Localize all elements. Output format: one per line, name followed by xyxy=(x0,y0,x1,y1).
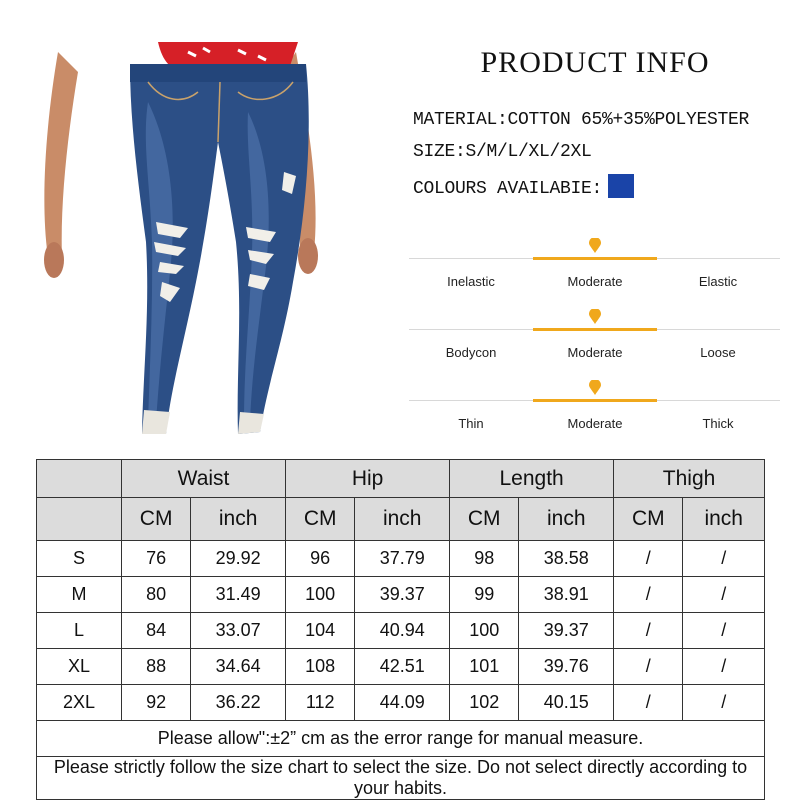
product-info-title: PRODUCT INFO xyxy=(480,46,710,79)
table-cell: 104 xyxy=(286,613,355,649)
table-cell: 39.37 xyxy=(355,577,450,613)
size-chart-table xyxy=(36,459,765,800)
table-cell: 99 xyxy=(450,577,519,613)
column-group-thigh: Thigh xyxy=(614,460,765,498)
marker-pin-icon xyxy=(589,309,601,325)
size-cell: L xyxy=(37,613,122,649)
table-row xyxy=(37,541,765,577)
size-cell: S xyxy=(37,541,122,577)
table-cell: 39.37 xyxy=(519,613,614,649)
unit-header: inch xyxy=(683,498,765,541)
unit-header: inch xyxy=(519,498,614,541)
table-cell: 84 xyxy=(122,613,191,649)
scale-selected-segment xyxy=(533,257,657,260)
scale-label-middle: Moderate xyxy=(567,416,623,431)
scale-label-right: Elastic xyxy=(698,274,738,289)
marker-pin-icon xyxy=(589,238,601,254)
scale-label-middle: Moderate xyxy=(567,274,623,289)
table-cell: 100 xyxy=(450,613,519,649)
table-cell: 34.64 xyxy=(191,649,286,685)
note-row xyxy=(37,721,765,757)
scale-label-right: Loose xyxy=(700,345,736,360)
product-photo xyxy=(38,42,380,452)
table-cell: 40.94 xyxy=(355,613,450,649)
table-corner-cell xyxy=(37,460,122,498)
table-row xyxy=(37,613,765,649)
unit-header: CM xyxy=(614,498,683,541)
table-corner-cell xyxy=(37,498,122,541)
table-cell: 40.15 xyxy=(519,685,614,721)
thickness-scale xyxy=(409,380,780,430)
table-cell: / xyxy=(614,577,683,613)
size-selection-warning: Please strictly follow the size chart to select the size. Do not select directly according to your habits. xyxy=(37,757,765,800)
table-cell: 36.22 xyxy=(191,685,286,721)
table-cell: 98 xyxy=(450,541,519,577)
elasticity-scale xyxy=(409,238,780,288)
table-cell: / xyxy=(683,541,765,577)
table-cell: / xyxy=(683,613,765,649)
colours-label: COLOURS AVAILABIE: xyxy=(413,179,603,199)
table-cell: 31.49 xyxy=(191,577,286,613)
table-cell: / xyxy=(614,613,683,649)
marker-pin-icon xyxy=(589,380,601,396)
table-cell: 112 xyxy=(286,685,355,721)
scale-label-left: Inelastic xyxy=(447,274,495,289)
colour-swatch-blue[interactable] xyxy=(608,174,634,198)
table-row xyxy=(37,577,765,613)
ripped-jeans-illustration xyxy=(38,42,380,452)
unit-header: CM xyxy=(122,498,191,541)
table-cell: 33.07 xyxy=(191,613,286,649)
table-cell: 102 xyxy=(450,685,519,721)
column-group-waist: Waist xyxy=(122,460,286,498)
table-cell: / xyxy=(614,541,683,577)
table-cell: 88 xyxy=(122,649,191,685)
scale-label-left: Thin xyxy=(458,416,484,431)
table-cell: 80 xyxy=(122,577,191,613)
scale-selected-segment xyxy=(533,328,657,331)
size-cell: 2XL xyxy=(37,685,122,721)
fit-scale xyxy=(409,309,780,359)
table-cell: 39.76 xyxy=(519,649,614,685)
note-row xyxy=(37,757,765,800)
table-row xyxy=(37,649,765,685)
material-spec: MATERIAL:COTTON 65%+35%POLYESTER xyxy=(413,110,750,130)
table-cell: 100 xyxy=(286,577,355,613)
table-cell: / xyxy=(683,685,765,721)
table-cell: 38.91 xyxy=(519,577,614,613)
table-cell: 76 xyxy=(122,541,191,577)
table-cell: 29.92 xyxy=(191,541,286,577)
colours-spec xyxy=(413,174,634,199)
table-cell: 37.79 xyxy=(355,541,450,577)
table-cell: 96 xyxy=(286,541,355,577)
table-cell: 108 xyxy=(286,649,355,685)
unit-header: CM xyxy=(286,498,355,541)
table-cell: 92 xyxy=(122,685,191,721)
unit-header: CM xyxy=(450,498,519,541)
table-unit-header-row xyxy=(37,498,765,541)
table-cell: / xyxy=(614,649,683,685)
scale-selected-segment xyxy=(533,399,657,402)
unit-header: inch xyxy=(355,498,450,541)
unit-header: inch xyxy=(191,498,286,541)
table-cell: 44.09 xyxy=(355,685,450,721)
table-cell: 101 xyxy=(450,649,519,685)
measurement-error-note: Please allow":±2” cm as the error range for manual measure. xyxy=(37,721,765,757)
size-cell: M xyxy=(37,577,122,613)
table-cell: / xyxy=(683,649,765,685)
scale-label-right: Thick xyxy=(702,416,734,431)
table-cell: 38.58 xyxy=(519,541,614,577)
column-group-length: Length xyxy=(450,460,614,498)
table-group-header-row xyxy=(37,460,765,498)
table-cell: 42.51 xyxy=(355,649,450,685)
scale-label-left: Bodycon xyxy=(445,345,497,360)
size-cell: XL xyxy=(37,649,122,685)
column-group-hip: Hip xyxy=(286,460,450,498)
table-row xyxy=(37,685,765,721)
table-cell: / xyxy=(683,577,765,613)
table-cell: / xyxy=(614,685,683,721)
scale-label-middle: Moderate xyxy=(567,345,623,360)
size-spec: SIZE:S/M/L/XL/2XL xyxy=(413,142,592,162)
